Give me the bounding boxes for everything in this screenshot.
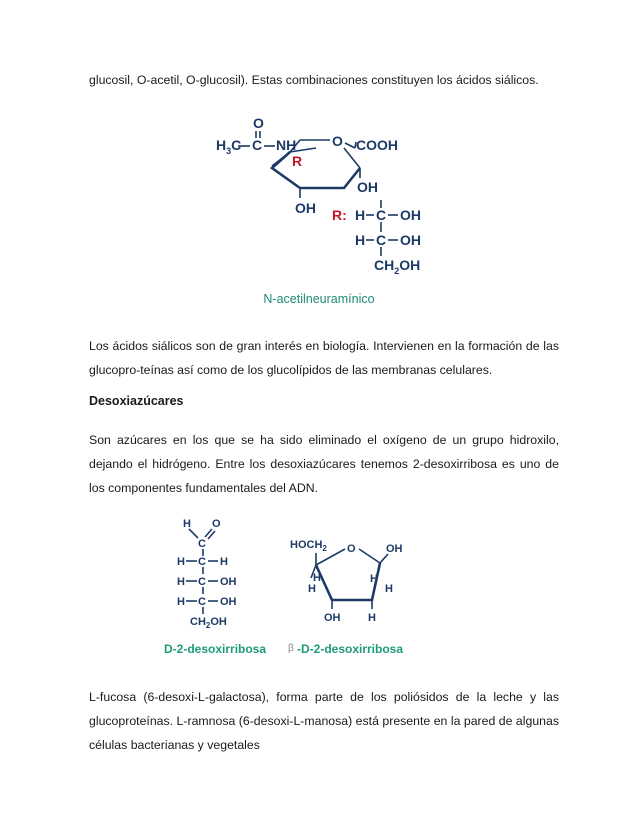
atom-h-l2: H (308, 583, 316, 595)
atom-h3c: $H_3C$ (216, 137, 242, 156)
atom-h-top: H (183, 518, 191, 530)
atom-oh2: OH (400, 232, 421, 248)
paragraph-intro: glucosil, O-acetil, O-glucosil). Estas combinaciones constituyen los ácidos siálicos. (89, 73, 539, 87)
atom-o-ring: O (332, 133, 343, 149)
atom-ch2oh: $CH_2OH$ (190, 616, 227, 630)
atom-oh-bottom: OH (324, 612, 341, 624)
atom-c-r3: C (198, 596, 206, 608)
atom-oh1: OH (400, 207, 421, 223)
atom-oh-bottom: OH (295, 200, 316, 216)
atom-c1: C (376, 207, 387, 223)
beta-symbol: β (288, 643, 294, 654)
figure-caption-neuraminic: N-acetilneuramínico (263, 292, 375, 306)
atom-ch2oh: $CH_2OH$ (374, 257, 421, 276)
atom-oh-right: OH (357, 179, 378, 195)
atom-h1: H (355, 207, 366, 223)
atom-c-top: C (198, 538, 206, 550)
paragraph-sialic: Los ácidos siálicos son de gran interés en biología. Intervienen en la formación de las glucopro-teínas así como de los glucolípidos de las membranas celulares. (89, 339, 559, 377)
atom-h-r1: H (177, 556, 185, 568)
atom-nh: NH (276, 137, 297, 153)
atom-oh-r2: OH (220, 576, 237, 588)
atom-h-r3: H (177, 596, 185, 608)
atom-c-r1: C (198, 556, 206, 568)
atom-h-r2: H (385, 583, 393, 595)
atom-c: C (252, 137, 263, 153)
atom-o-top: O (212, 518, 221, 530)
section-heading: Desoxiazúcares (89, 394, 184, 408)
atom-o-top: O (253, 115, 264, 131)
atom-h-r1b: H (220, 556, 228, 568)
atom-h-bottom: H (368, 612, 376, 624)
label-deoxyribose-linear: D-2-desoxirribosa (164, 642, 267, 656)
paragraph-deoxy: Son azúcares en los que se ha sido eliminado el oxígeno de un grupo hidroxilo, dejando el hidrógeno. Entre los desoxiazúcares tenemos 2-desoxirribosa es uno de los componentes fundamentales del ADN. (89, 433, 559, 495)
label-deoxyribose-ring: -D-2-desoxirribosa (297, 642, 404, 656)
atom-h-l1: H (313, 572, 321, 584)
atom-oh-top: OH (386, 543, 403, 555)
atom-cooh: COOH (356, 137, 398, 153)
atom-o-ring: O (347, 543, 356, 555)
atom-oh-r3: OH (220, 596, 237, 608)
atom-r: R (292, 153, 303, 169)
atom-hoch2: $HOCH_2$ (290, 539, 327, 553)
atom-h-r1: H (370, 573, 378, 585)
r-label: R: (332, 207, 347, 223)
paragraph-fucose: L-fucosa (6-desoxi-L-galactosa), forma parte de los poliósidos de la leche y las glucoproteínas. L-ramnosa (6-desoxi-L-manosa) está presente en la pared de algunas células bacterianas y vegetales (89, 690, 559, 752)
atom-c-r2: C (198, 576, 206, 588)
atom-h-r2: H (177, 576, 185, 588)
atom-c2: C (376, 232, 387, 248)
atom-h2: H (355, 232, 366, 248)
